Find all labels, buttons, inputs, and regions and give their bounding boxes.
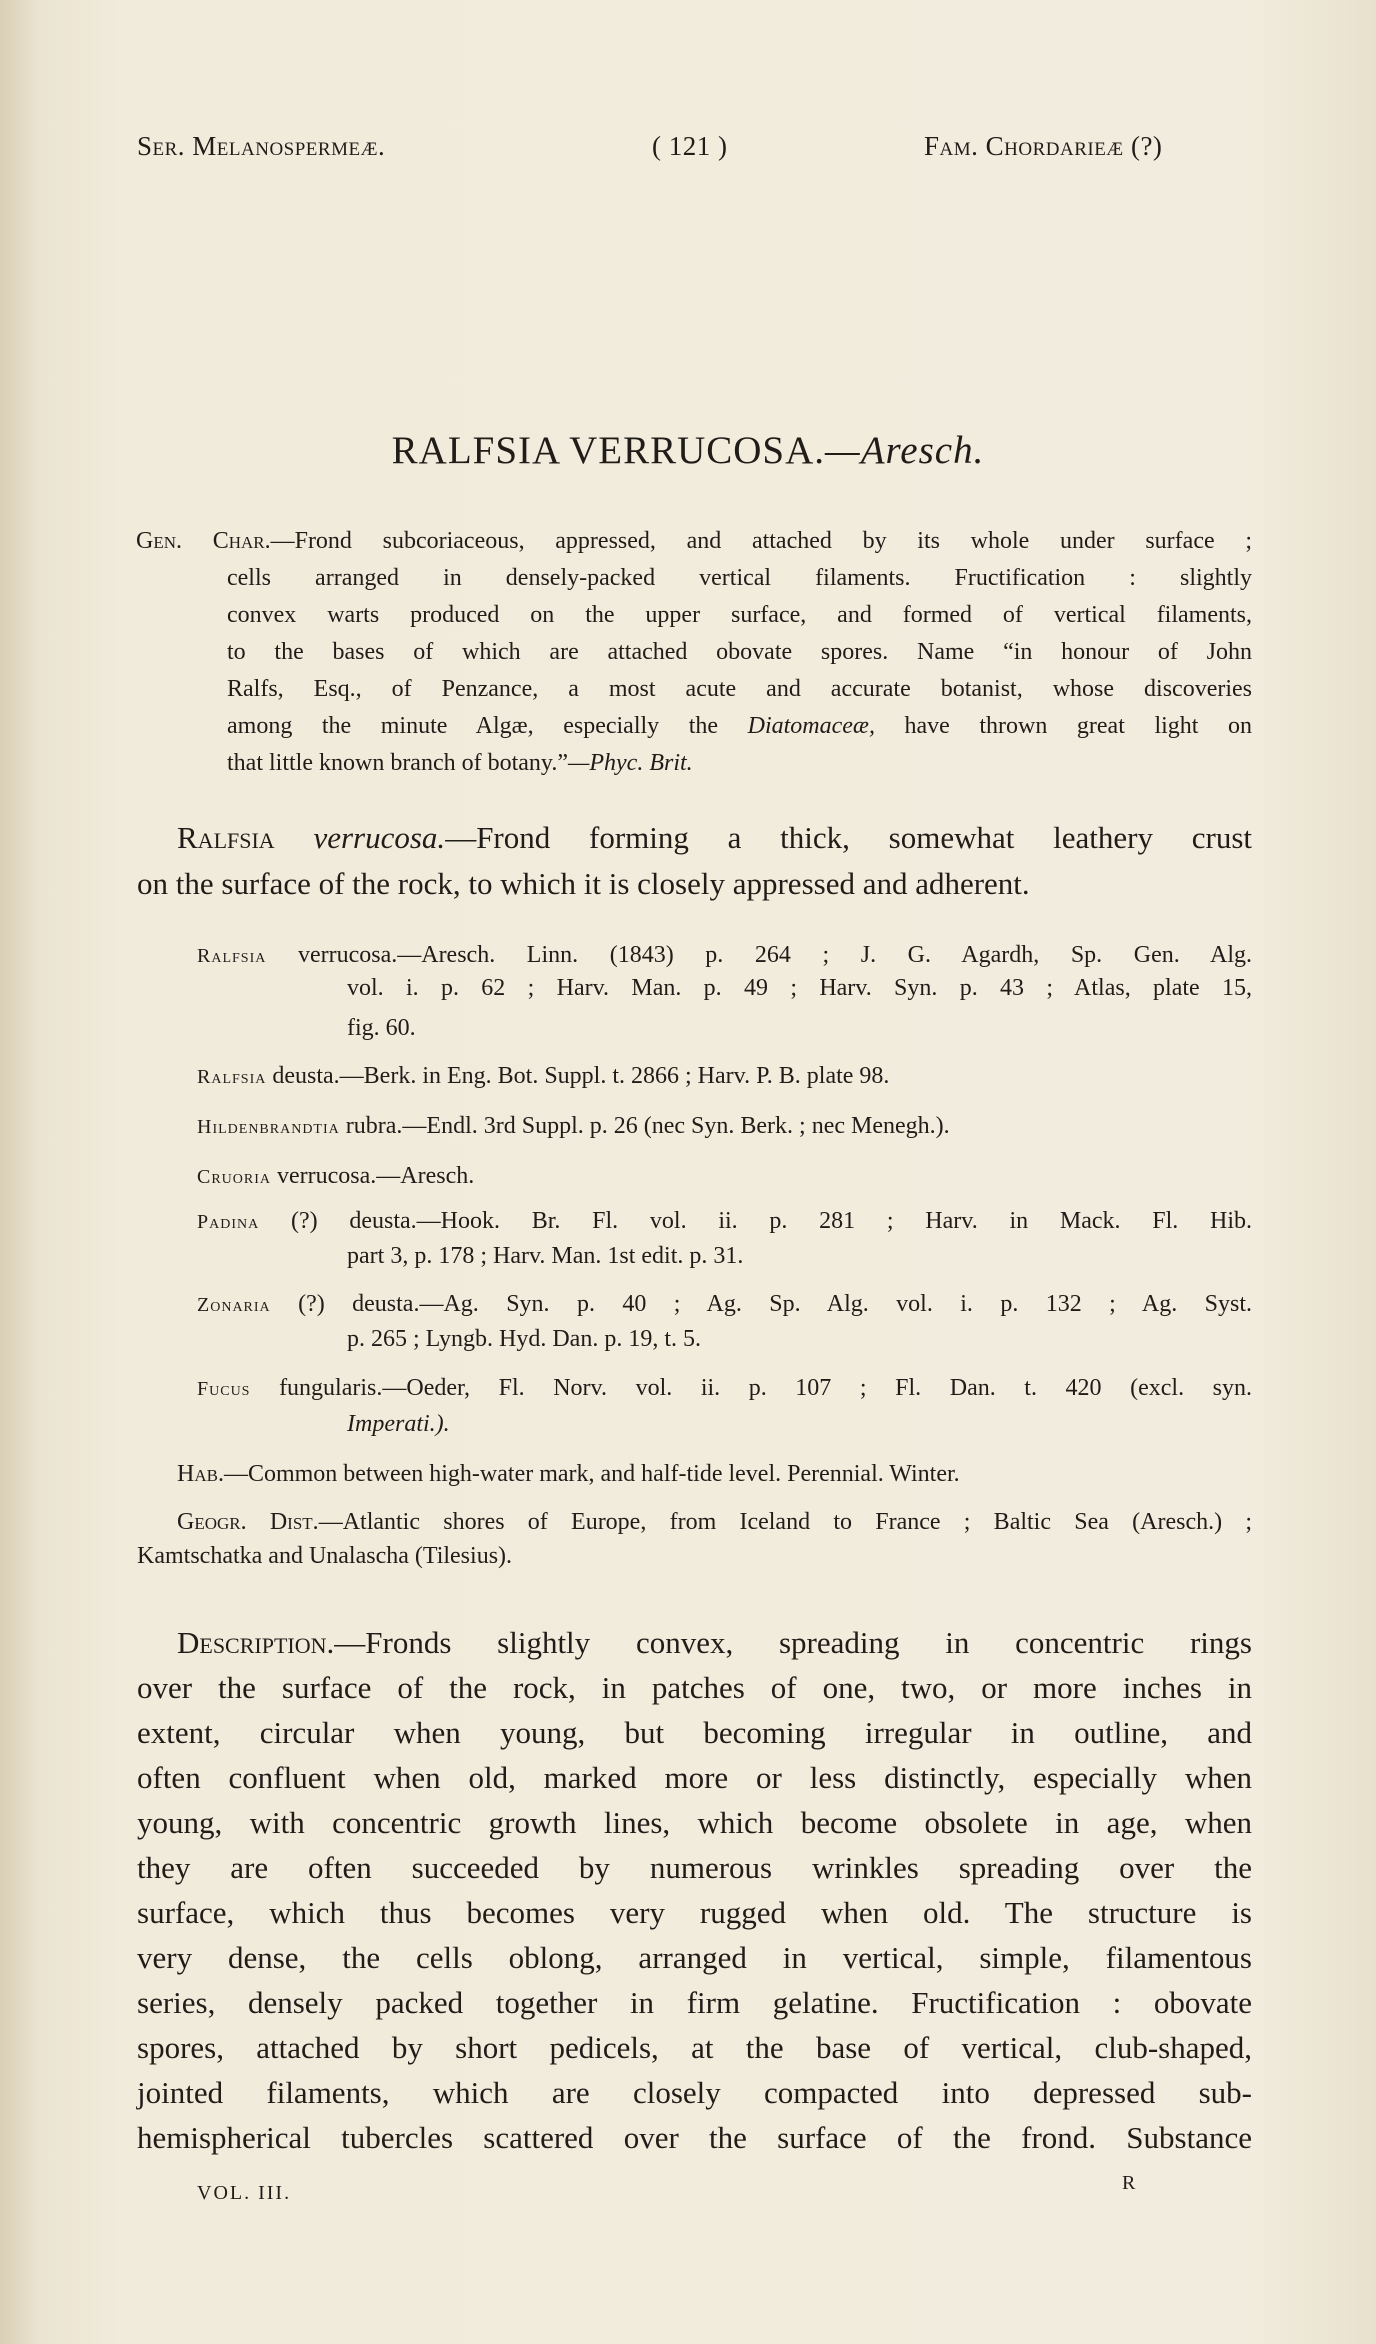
description-line-11: jointed filaments, which are closely compacted into depressed sub- xyxy=(137,2075,1252,2110)
gen-char-source: —Phyc. Brit. xyxy=(568,750,693,776)
description-line-10: spores, attached by short pedicels, at the base of vertical, club-shaped, xyxy=(137,2030,1252,2065)
species-title-name: RALFSIA VERRUCOSA. xyxy=(391,429,826,472)
description-line-12: hemispherical tubercles scattered over the surface of the frond. Substance xyxy=(137,2120,1252,2155)
description-line-9: series, densely packed together in firm gelatine. Fructification : obovate xyxy=(137,1985,1252,2020)
synonym-5-line-1: Padina (?) deusta.—Hook. Br. Fl. vol. ii. p. 281 ; Harv. in Mack. Fl. Hib. xyxy=(197,1208,1253,1234)
geography-line-1: Geogr. Dist.—Atlantic shores of Europe, from Iceland to France ; Baltic Sea (Aresch.) ; xyxy=(177,1509,1252,1535)
synonym-genus: Padina xyxy=(197,1211,260,1233)
synonym-genus: Ralfsia xyxy=(197,945,267,967)
volume-mark: VOL. III. xyxy=(197,2182,292,2204)
synonym-genus: Zonaria xyxy=(197,1294,271,1316)
synonym-1-line-1: Ralfsia verrucosa.—Aresch. Linn. (1843) p. 264 ; J. G. Agardh, Sp. Gen. Alg. xyxy=(197,942,1253,968)
header-series: Ser. Melanospermeæ. xyxy=(137,131,386,161)
geography-line-2: Kamtschatka and Unalascha (Tilesius). xyxy=(137,1543,513,1569)
synonym-2: Ralfsia deusta.—Berk. in Eng. Bot. Suppl. t. 2866 ; Harv. P. B. plate 98. xyxy=(197,1063,890,1089)
gen-char-line-4: to the bases of which are attached obovate spores. Name “in honour of John xyxy=(227,639,1252,665)
description-line-1: Description.—Fronds slightly convex, spreading in concentric rings xyxy=(177,1625,1252,1660)
synonym-6-line-2: p. 265 ; Lyngb. Hyd. Dan. p. 19, t. 5. xyxy=(347,1326,701,1352)
synonym-6-line-1: Zonaria (?) deusta.—Ag. Syn. p. 40 ; Ag. Sp. Alg. vol. i. p. 132 ; Ag. Syst. xyxy=(197,1291,1252,1317)
description-line-3: extent, circular when young, but becoming irregular in outline, and xyxy=(137,1715,1252,1750)
species-intro-line-1: Ralfsia verrucosa.—Frond forming a thick, somewhat leathery crust xyxy=(177,820,1252,855)
description-line-6: they are often succeeded by numerous wrinkles spreading over the xyxy=(137,1850,1252,1885)
synonym-4: Cruoria verrucosa.—Aresch. xyxy=(197,1163,475,1189)
gen-char-label: Gen. Char. xyxy=(136,528,271,554)
gen-char-line-2: cells arranged in densely-packed vertical filaments. Fructification : slightly xyxy=(227,565,1252,591)
description-line-4: often confluent when old, marked more or less distinctly, especially when xyxy=(137,1760,1252,1795)
gen-char-line-6: among the minute Algæ, especially the Diatomaceæ, have thrown great light on xyxy=(227,713,1253,739)
species-title-author: —Aresch. xyxy=(825,429,985,472)
diatomaceae-term: Diatomaceæ, xyxy=(747,713,875,739)
signature-mark: R xyxy=(1122,2172,1136,2194)
page-number-text: ( 121 ) xyxy=(652,131,728,161)
description-label: Description. xyxy=(177,1625,335,1660)
description-line-7: surface, which thus becomes very rugged when old. The structure is xyxy=(137,1895,1252,1930)
habitat-label: Hab. xyxy=(177,1461,224,1487)
species-intro-epithet: verrucosa. xyxy=(313,820,446,855)
synonym-3: Hildenbrandtia rubra.—Endl. 3rd Suppl. p. 26 (nec Syn. Berk. ; nec Menegh.). xyxy=(197,1113,950,1139)
header-family: Fam. Chordarieæ (?) xyxy=(924,131,1163,161)
synonym-genus: Cruoria xyxy=(197,1166,272,1188)
synonym-7-line-2: Imperati.). xyxy=(347,1411,450,1437)
gen-char-line-5: Ralfs, Esq., of Penzance, a most acute and accurate botanist, whose discoveries xyxy=(227,676,1252,702)
habitat: Hab.—Common between high-water mark, and half-tide level. Perennial. Winter. xyxy=(177,1461,960,1487)
synonym-genus: Ralfsia xyxy=(197,1066,267,1088)
species-intro-genus: Ralfsia xyxy=(177,820,275,855)
running-header-right xyxy=(924,131,1162,162)
description-line-5: young, with concentric growth lines, which become obsolete in age, when xyxy=(137,1805,1252,1840)
species-intro-line-2: on the surface of the rock, to which it is closely appressed and adherent. xyxy=(137,866,1030,901)
synonym-genus: Hildenbrandtia xyxy=(197,1116,340,1138)
description-line-2: over the surface of the rock, in patches of one, two, or more inches in xyxy=(137,1670,1252,1705)
page-number xyxy=(652,131,727,162)
synonym-5-line-2: part 3, p. 178 ; Harv. Man. 1st edit. p. 31. xyxy=(347,1243,744,1269)
synonym-1-line-3: fig. 60. xyxy=(347,1015,416,1041)
running-header-left xyxy=(137,131,385,162)
synonym-7-line-1: Fucus fungularis.—Oeder, Fl. Norv. vol. ii. p. 107 ; Fl. Dan. t. 420 (excl. syn. xyxy=(197,1375,1253,1401)
species-title xyxy=(0,428,1376,473)
gen-char-line-3: convex warts produced on the upper surface, and formed of vertical filaments, xyxy=(227,602,1252,628)
description-line-8: very dense, the cells oblong, arranged in vertical, simple, filamentous xyxy=(137,1940,1252,1975)
synonym-genus: Fucus xyxy=(197,1378,251,1400)
synonym-1-line-2: vol. i. p. 62 ; Harv. Man. p. 49 ; Harv. Syn. p. 43 ; Atlas, plate 15, xyxy=(347,975,1252,1001)
geography-label: Geogr. Dist. xyxy=(177,1509,319,1535)
gen-char-line-1: Gen. Char.—Frond subcoriaceous, appressed, and attached by its whole under surface ; xyxy=(136,528,1252,554)
gen-char-line-7: that little known branch of botany.”—Phyc. Brit. xyxy=(227,750,693,776)
